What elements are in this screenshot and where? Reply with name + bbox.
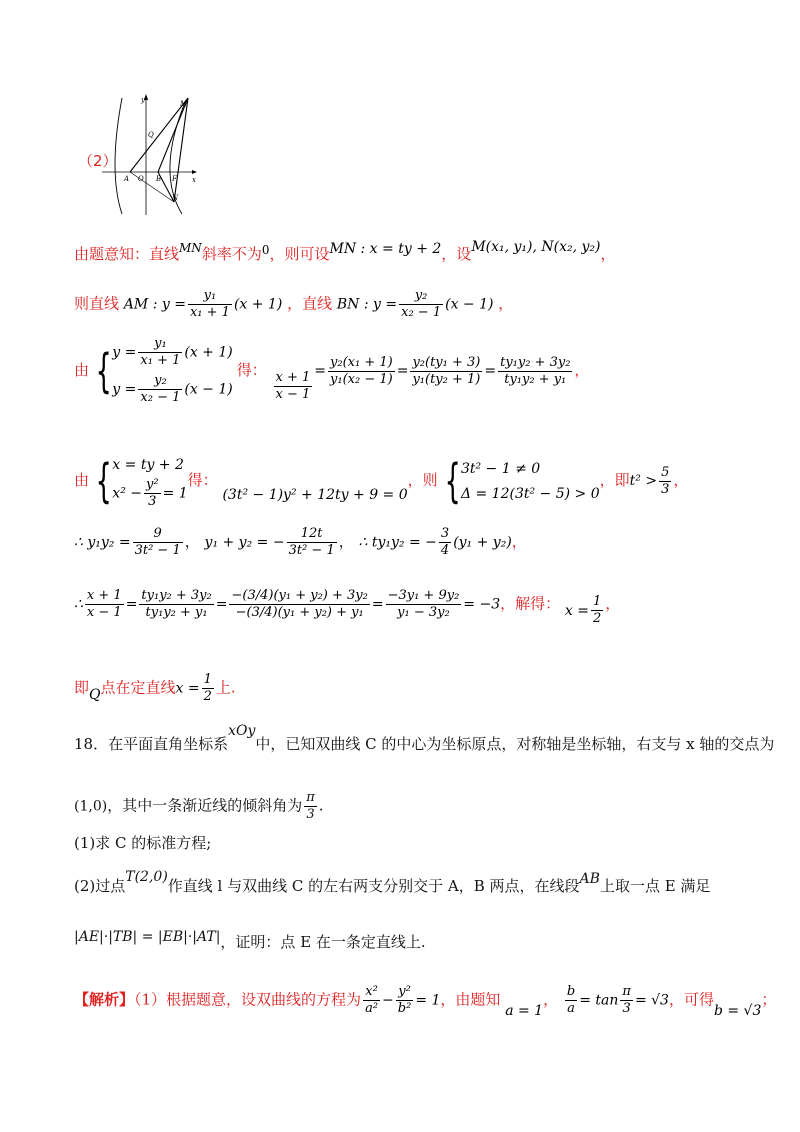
label-M: M	[180, 100, 188, 108]
sol-line-4: 由 { x = ty + 2 x² − $\frac{\text{y²}}{3}$ = 1 得： (3t² − 1)y² + 12ty + 9 = 0，则 { 3t² − 1 ≠ 0 Δ = 12(3t² − 5) > 0 ，即t² > $\frac{5}{3}$ ，	[74, 454, 689, 509]
label-y: y	[141, 96, 145, 104]
left-branch	[115, 98, 122, 214]
sol-line-3: 由 { y = $\frac{\text{y₁}}{\text{x₁ + 1}}$ (x + 1) y = $\frac{\text{y₂}}{\text{x₂ − 1}}$ (x − 1) 得： $\frac{x + 1}{x - 1}$ = $\frac{\text{y₂(x₁ + 1)}}{\text{y₁(x₂ − 1)}}$ = $\frac{\text{y₂(ty₁ + 3)}}{\text{y₁(ty₂ + 1)}}$ = $\frac{\text{ty₁y₂ + 3y₂}}{\text{ty₁y₂ + y₁}}$ ，	[74, 336, 590, 405]
line-AN	[130, 172, 174, 202]
sol-line-6: ∴ $\frac{x + 1}{x - 1}$ = $\frac{\text{ty₁y₂ + 3y₂}}{\text{ty₁y₂ + y₁}}$ = $\frac{\text{−(3/4)(y₁ + y₂) + 3y₂}}{\text{−(3/4)(y₁ + y₂) + y₁}}$ = $\frac{\text{−3y₁ + 9y₂}}{\text{y₁ − 3y₂}}$ = −3，解得： x = $\frac{1}{2}$ ，	[74, 588, 621, 626]
label-x: x	[192, 176, 196, 184]
label-O: O	[138, 175, 144, 183]
label-B: B	[156, 175, 162, 183]
q18-line-4: (2)过点T(2,0)作直线 l 与双曲线 C 的左右两支分别交于 A，B 两点，在线段AB上取一点 E 满足	[74, 869, 711, 895]
label-N: N	[172, 194, 179, 202]
sol-line-1: 由题意知：直线$^{MN}$斜率不为$^0$，则可设MN : x = ty + 2，设M(x₁, y₁), N(x₂, y₂)，	[74, 239, 616, 263]
label-Q: Q	[148, 131, 154, 139]
figure-label: （2）	[78, 152, 118, 170]
sol-line-5: ∴ y₁y₂ = $\frac{9}{\text{3t² − 1}}$ ， y₁ + y₂ = − $\frac{12t}{\text{3t² − 1}}$ ， ∴ ty₁y₂ = − $\frac{3}{4}$ (y₁ + y₂)，	[74, 526, 527, 558]
q18-line-3: (1)求 C 的标准方程;	[74, 834, 212, 852]
q18-solution-line: 【解析】（1）根据题意，设双曲线的方程为 $\frac{\text{x²}}{\text{a²}}$ − $\frac{\text{y²}}{\text{b²}}$ = 1，由题知 a = 1， $\frac{b}{a}$ = tan $\frac{\pi}{3}$ = √3，可得b = √3；	[74, 984, 777, 1019]
sol-line-2: 则直线 AM : y = $\frac{\text{y₁}}{\text{x₁ + 1}}$ (x + 1) ，直线 BN : y = $\frac{\text{y₂}}{\text{x₂ − 1}}$ (x − 1) ，	[74, 288, 514, 320]
q18-line-2: (1,0)，其中一条渐近线的倾斜角为 $\frac{\pi}{3}$ .	[74, 790, 324, 822]
label-A: A	[124, 175, 130, 183]
x-axis-arrow	[192, 170, 197, 174]
label-F: F	[172, 175, 177, 183]
sol-line-7: 即Q点在定直线x = $\frac{1}{2}$ 上.	[74, 672, 236, 704]
q18-line-1: 18．在平面直角坐标系xOy中，已知双曲线 C 的中心为坐标原点，对称轴是坐标轴，右支与 x 轴的交点为	[74, 723, 775, 753]
hyperbola-figure	[100, 92, 210, 217]
q18-line-5: |AE|·|TB| = |EB|·|AT|，证明：点 E 在一条定直线上.	[74, 929, 426, 951]
